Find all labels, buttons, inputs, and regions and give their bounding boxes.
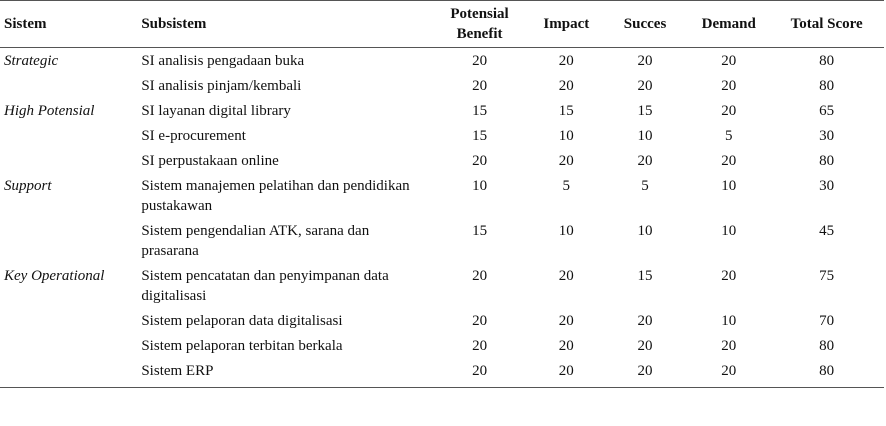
cell-total: 70 xyxy=(819,313,835,329)
cell-sistem xyxy=(0,73,137,98)
cell-succes: 5 xyxy=(641,178,649,194)
cell-succes: 20 xyxy=(637,78,653,94)
cell-succes: 20 xyxy=(637,153,653,169)
cell-potensial: 20 xyxy=(472,268,488,284)
cell-succes: 10 xyxy=(637,128,653,144)
table-row xyxy=(0,173,884,218)
cell-impact: 20 xyxy=(558,313,574,329)
cell-demand: 20 xyxy=(688,358,769,388)
cell-total: 75 xyxy=(819,268,835,284)
cell-succes: 20 xyxy=(637,313,653,329)
cell-impact: 10 xyxy=(558,223,574,239)
cell-subsistem: Sistem pengendalian ATK, sarana dan prasarana xyxy=(141,223,370,259)
table-header xyxy=(0,1,884,48)
cell-potensial: 20 xyxy=(472,313,488,329)
table-row xyxy=(0,48,884,74)
cell-sistem xyxy=(0,358,137,388)
cell-total: 80 xyxy=(819,53,835,69)
cell-impact: 10 xyxy=(558,128,574,144)
cell-sistem xyxy=(0,123,137,148)
cell-potensial: 20 xyxy=(428,358,530,388)
cell-potensial: 10 xyxy=(472,178,488,194)
cell-sistem: High Potensial xyxy=(4,103,95,119)
cell-succes: 20 xyxy=(602,358,688,388)
cell-impact: 20 xyxy=(558,268,574,284)
cell-sistem: Support xyxy=(4,178,52,194)
cell-sistem: Key Operational xyxy=(4,268,105,284)
cell-impact: 20 xyxy=(558,153,574,169)
cell-potensial: 15 xyxy=(472,103,488,119)
table-row xyxy=(0,123,884,148)
cell-total: 80 xyxy=(769,358,884,388)
cell-impact: 5 xyxy=(562,178,571,194)
cell-total: 80 xyxy=(819,338,835,354)
cell-subsistem: SI layanan digital library xyxy=(141,103,291,119)
cell-total: 30 xyxy=(819,178,835,194)
header-row xyxy=(0,1,884,48)
cell-potensial: 15 xyxy=(472,223,488,239)
cell-demand: 10 xyxy=(721,178,737,194)
cell-total: 45 xyxy=(819,223,835,239)
header-succes: Succes xyxy=(602,1,688,48)
table-body xyxy=(0,48,884,388)
cell-total: 65 xyxy=(819,103,835,119)
table-row xyxy=(0,218,884,263)
cell-impact: 20 xyxy=(531,358,602,388)
cell-demand: 20 xyxy=(721,78,737,94)
cell-sistem xyxy=(0,148,137,173)
table-row xyxy=(0,358,884,388)
cell-impact: 20 xyxy=(558,338,574,354)
header-potensial-benefit: Potensial Benefit xyxy=(428,1,530,48)
cell-total: 80 xyxy=(819,153,835,169)
cell-total: 30 xyxy=(819,128,835,144)
cell-demand: 20 xyxy=(721,53,737,69)
cell-impact: 20 xyxy=(558,78,574,94)
cell-total: 80 xyxy=(819,78,835,94)
cell-subsistem: SI analisis pinjam/kembali xyxy=(141,78,302,94)
cell-succes: 15 xyxy=(637,103,653,119)
cell-potensial: 20 xyxy=(472,338,488,354)
table-row xyxy=(0,263,884,308)
table-row xyxy=(0,73,884,98)
cell-demand: 10 xyxy=(721,223,737,239)
cell-subsistem: Sistem pencatatan dan penyimpanan data digitalisasi xyxy=(141,268,389,304)
cell-demand: 20 xyxy=(721,103,737,119)
cell-succes: 20 xyxy=(637,53,653,69)
cell-subsistem: Sistem pelaporan terbitan berkala xyxy=(141,338,343,354)
cell-subsistem: SI e-procurement xyxy=(141,128,246,144)
cell-sistem: Strategic xyxy=(4,53,59,69)
cell-potensial: 20 xyxy=(472,53,488,69)
table-row xyxy=(0,98,884,123)
table-row xyxy=(0,308,884,333)
header-impact: Impact xyxy=(531,1,602,48)
cell-demand: 20 xyxy=(721,268,737,284)
cell-potensial: 20 xyxy=(472,78,488,94)
cell-sistem xyxy=(0,308,137,333)
table-row xyxy=(0,333,884,358)
cell-succes: 15 xyxy=(637,268,653,284)
cell-impact: 15 xyxy=(558,103,574,119)
cell-subsistem: SI perpustakaan online xyxy=(141,153,279,169)
cell-subsistem: Sistem manajemen pelatihan dan pendidikan pustakawan xyxy=(141,178,410,214)
header-sistem: Sistem xyxy=(0,1,137,48)
cell-demand: 20 xyxy=(721,338,737,354)
cell-demand: 10 xyxy=(721,313,737,329)
cell-sistem xyxy=(0,333,137,358)
header-total-score: Total Score xyxy=(769,1,884,48)
cell-impact: 20 xyxy=(558,53,574,69)
header-demand: Demand xyxy=(688,1,769,48)
cell-potensial: 15 xyxy=(472,128,488,144)
header-subsistem: Subsistem xyxy=(137,1,428,48)
cell-subsistem: SI analisis pengadaan buka xyxy=(141,53,305,69)
cell-potensial: 20 xyxy=(472,153,488,169)
table-row xyxy=(0,148,884,173)
cell-subsistem: Sistem ERP xyxy=(137,358,428,388)
cell-succes: 20 xyxy=(637,338,653,354)
cell-demand: 5 xyxy=(724,128,733,144)
cell-sistem xyxy=(0,218,137,263)
cell-subsistem: Sistem pelaporan data digitalisasi xyxy=(141,313,343,329)
cell-demand: 20 xyxy=(721,153,737,169)
cell-succes: 10 xyxy=(637,223,653,239)
